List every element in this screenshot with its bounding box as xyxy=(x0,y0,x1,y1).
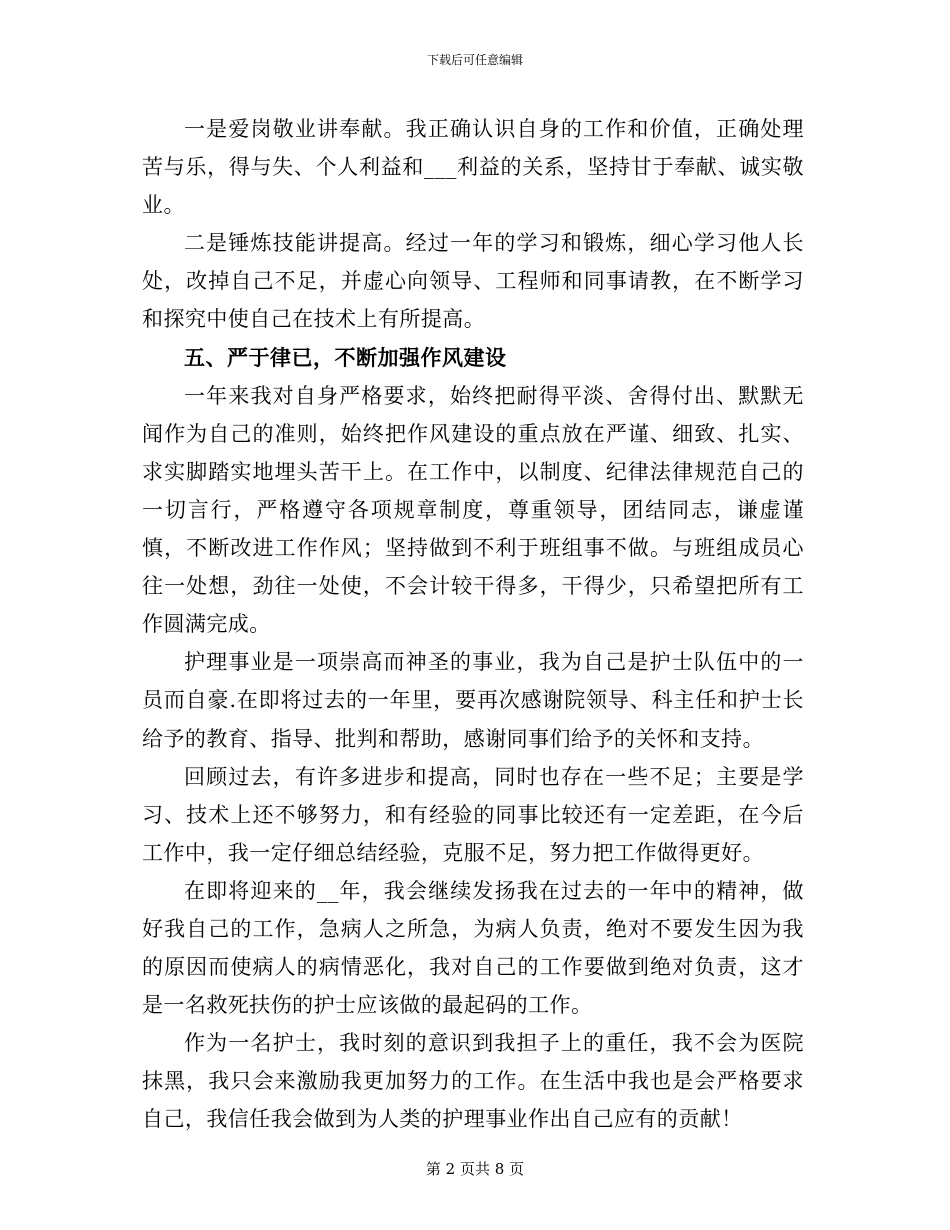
paragraph-review: 回顾过去，有许多进步和提高，同时也存在一些不足；主要是学习、技术上还不够努力，和有经验的同事比较还有一定差距，在今后工作中，我一定仔细总结经验，克服不足，努力把工作做得更好。 xyxy=(142,764,804,865)
paragraph-skills: 二是锤炼技能讲提高。经过一年的学习和锻炼，细心学习他人长处，改掉自己不足，并虚心向领导、工程师和同事请教，在不断学习和探究中使自己在技术上有所提高。 xyxy=(142,231,804,332)
document-body xyxy=(142,110,804,1139)
section-heading: 五、严于律已，不断加强作风建设 xyxy=(184,345,507,370)
paragraph-dedication: 一是爱岗敬业讲奉献。我正确认识自身的工作和价值，正确处理苦与乐，得与失、个人利益和___利益的关系，坚持甘于奉献、诚实敬业。 xyxy=(142,117,804,218)
paragraph-next-year: 在即将迎来的__年，我会继续发扬我在过去的一年中的精神，做好我自己的工作，急病人之所急，为病人负责，绝对不要发生因为我的原因而使病人的病情恶化，我对自己的工作要做到绝对负责，这才是一名救死扶伤的护士应该做的最起码的工作。 xyxy=(142,878,804,1018)
paragraph-conclusion: 作为一名护士，我时刻的意识到我担子上的重任，我不会为医院抹黑，我只会来激励我更加努力的工作。在生活中我也是会严格要求自己，我信任我会做到为人类的护理事业作出自己应有的贡献！ xyxy=(142,1031,804,1132)
paragraph-self-discipline: 一年来我对自身严格要求，始终把耐得平淡、舍得付出、默默无闻作为自己的准则，始终把作风建设的重点放在严谨、细致、扎实、求实脚踏实地埋头苦干上。在工作中，以制度、纪律法律规范自己的一切言行，严格遵守各项规章制度，尊重领导，团结同志，谦虚谨慎，不断改进工作作风；坚持做到不利于班组事不做。与班组成员心往一处想，劲往一处使，不会计较干得多，干得少，只希望把所有工作圆满完成。 xyxy=(142,383,804,637)
page-header: 下载后可任意编辑 xyxy=(426,53,523,67)
page-number: 第 2 页共 8 页 xyxy=(425,1160,525,1178)
paragraph-nursing-career: 护理事业是一项崇高而神圣的事业，我为自己是护士队伍中的一员而自豪.在即将过去的一年里，要再次感谢院领导、科主任和护士长给予的教育、指导、批判和帮助，感谢同事们给予的关怀和支持。 xyxy=(142,650,804,751)
